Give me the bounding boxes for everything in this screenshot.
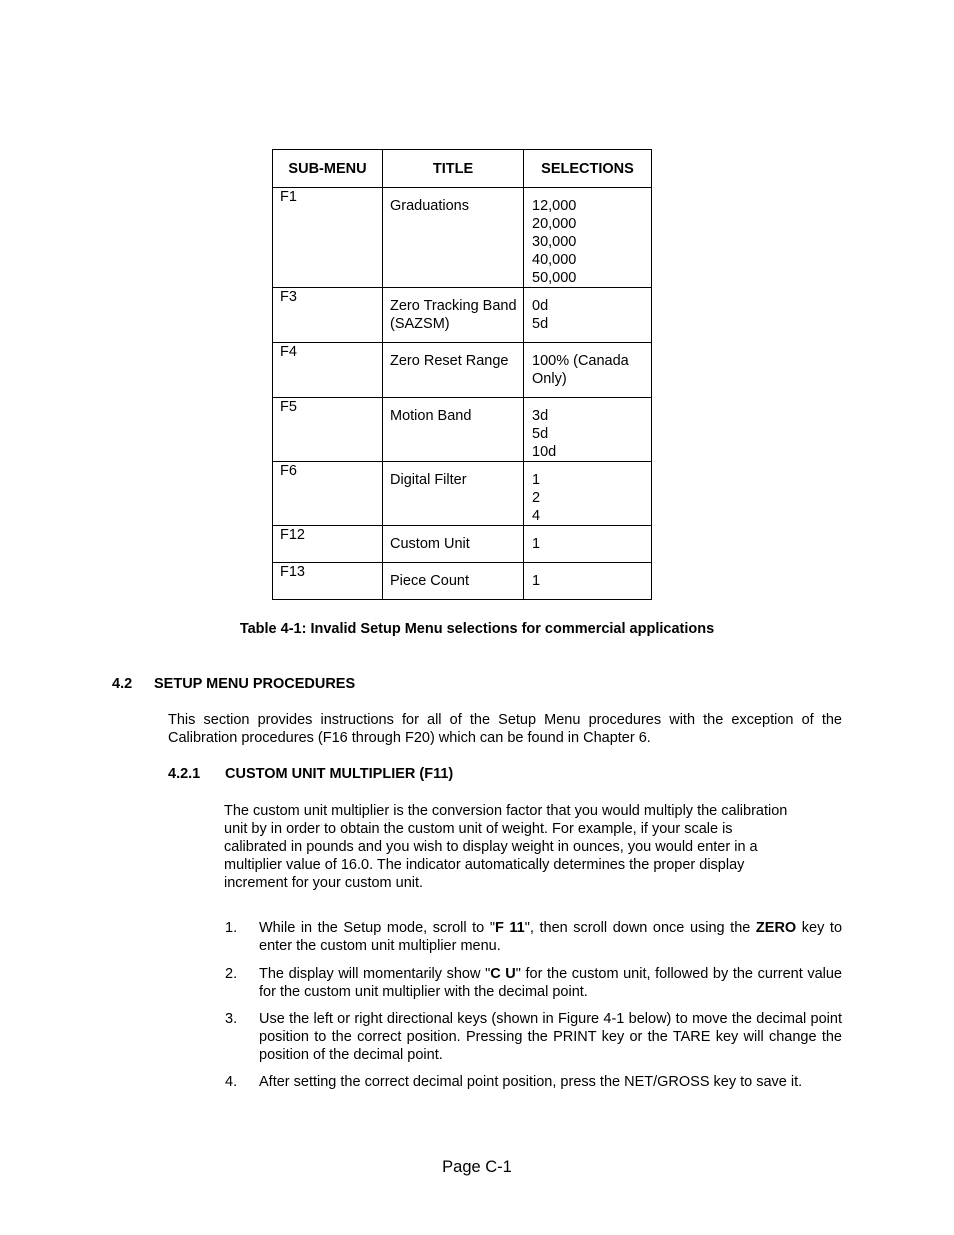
selection-value: 1	[532, 472, 541, 488]
page-number: Page C-1	[442, 1158, 512, 1176]
selection-value: 1	[532, 536, 541, 552]
cell-selections	[524, 462, 652, 526]
cell-title: Piece Count	[383, 563, 524, 600]
header-title: TITLE	[383, 150, 524, 188]
description-line: multiplier value of 16.0. The indicator automatically determines the proper display	[224, 857, 745, 873]
step-fragment: key to enter the custom unit multiplier menu.	[259, 920, 843, 954]
cell-selections	[524, 563, 652, 600]
cell-sub-menu: F3	[273, 288, 383, 343]
cell-sub-menu: F13	[273, 563, 383, 600]
table-row	[273, 563, 652, 600]
selection-value: 100% (Canada Only)	[532, 353, 629, 387]
step-number: 4.	[225, 1074, 238, 1090]
cell-title: Graduations	[383, 188, 524, 288]
step-fragment: After setting the correct decimal point position, press the NET/GROSS key to save it.	[259, 1074, 803, 1090]
selection-value: 5d	[532, 426, 549, 442]
setup-menu-table	[272, 149, 652, 600]
table-row	[273, 343, 652, 398]
step-text	[259, 1073, 842, 1091]
step-fragment: The display will momentarily show "	[259, 966, 491, 982]
cell-selections	[524, 343, 652, 398]
cell-sub-menu: F12	[273, 526, 383, 563]
step-emphasis: F 11	[494, 920, 525, 936]
step-fragment: " for the custom unit, followed by the current value for the custom unit multiplier with the decimal point.	[259, 966, 842, 1000]
cell-title: Custom Unit	[383, 526, 524, 563]
cell-selections	[524, 288, 652, 343]
step-number: 3.	[225, 1011, 238, 1027]
step-text	[259, 919, 842, 955]
selection-value: 30,000	[532, 234, 577, 250]
cell-selections	[524, 398, 652, 462]
step-text	[259, 965, 842, 1001]
selection-value: 2	[532, 490, 541, 506]
subsection-number: 4.2.1	[168, 766, 201, 782]
table-row	[273, 288, 652, 343]
description-line: calibrated in pounds and you wish to display weight in ounces, you would enter in a	[224, 839, 758, 855]
description-line: The custom unit multiplier is the conversion factor that you would multiply the calibration	[224, 803, 788, 819]
table-caption: Table 4-1: Invalid Setup Menu selections for commercial applications	[239, 621, 715, 637]
selection-value: 0d	[532, 298, 549, 314]
selection-value: 40,000	[532, 252, 577, 268]
table-header-row	[273, 150, 652, 188]
description-line: increment for your custom unit.	[224, 875, 424, 891]
cell-sub-menu: F4	[273, 343, 383, 398]
selection-value: 50,000	[532, 270, 577, 286]
step-number: 1.	[225, 920, 238, 936]
selection-value: 3d	[532, 408, 549, 424]
section-number: 4.2	[112, 676, 133, 692]
step-number: 2.	[225, 966, 238, 982]
cell-title: Digital Filter	[383, 462, 524, 526]
section-intro: This section provides instructions for all of the Setup Menu procedures with the exception of the Calibration procedures (F16 through F20) which can be found in Chapter 6.	[168, 712, 842, 746]
step-fragment: ", then scroll down once using the	[524, 920, 756, 936]
step-fragment: While in the Setup mode, scroll to "	[259, 920, 495, 936]
step-emphasis: C U	[490, 966, 516, 982]
cell-sub-menu: F1	[273, 188, 383, 288]
selection-value: 12,000	[532, 198, 577, 214]
selection-value: 1	[532, 573, 541, 589]
subsection-title: CUSTOM UNIT MULTIPLIER (F11)	[225, 766, 454, 782]
header-selections: SELECTIONS	[524, 150, 652, 188]
step-text	[259, 1010, 842, 1064]
selection-value: 20,000	[532, 216, 577, 232]
table-row	[273, 188, 652, 288]
cell-sub-menu: F6	[273, 462, 383, 526]
table-row	[273, 526, 652, 563]
step-fragment: Use the left or right directional keys (shown in Figure 4-1 below) to move the decimal point position to the correct position. Pressing the PRINT key or the TARE key will change the position of the decimal point.	[259, 1011, 842, 1063]
selection-value: 10d	[532, 444, 557, 460]
cell-sub-menu: F5	[273, 398, 383, 462]
table-row	[273, 398, 652, 462]
cell-title: Motion Band	[383, 398, 524, 462]
header-sub-menu: SUB-MENU	[273, 150, 383, 188]
cell-selections	[524, 526, 652, 563]
subsection-description	[224, 802, 787, 892]
cell-selections	[524, 188, 652, 288]
cell-title: Zero Tracking Band (SAZSM)	[383, 288, 524, 343]
cell-title: Zero Reset Range	[383, 343, 524, 398]
description-line: unit by in order to obtain the custom unit of weight. For example, if your scale is	[224, 821, 733, 837]
selection-value: 5d	[532, 316, 549, 332]
selection-value: 4	[532, 508, 541, 524]
step-emphasis: ZERO	[755, 920, 797, 936]
section-title: SETUP MENU PROCEDURES	[154, 676, 356, 692]
table-row	[273, 462, 652, 526]
